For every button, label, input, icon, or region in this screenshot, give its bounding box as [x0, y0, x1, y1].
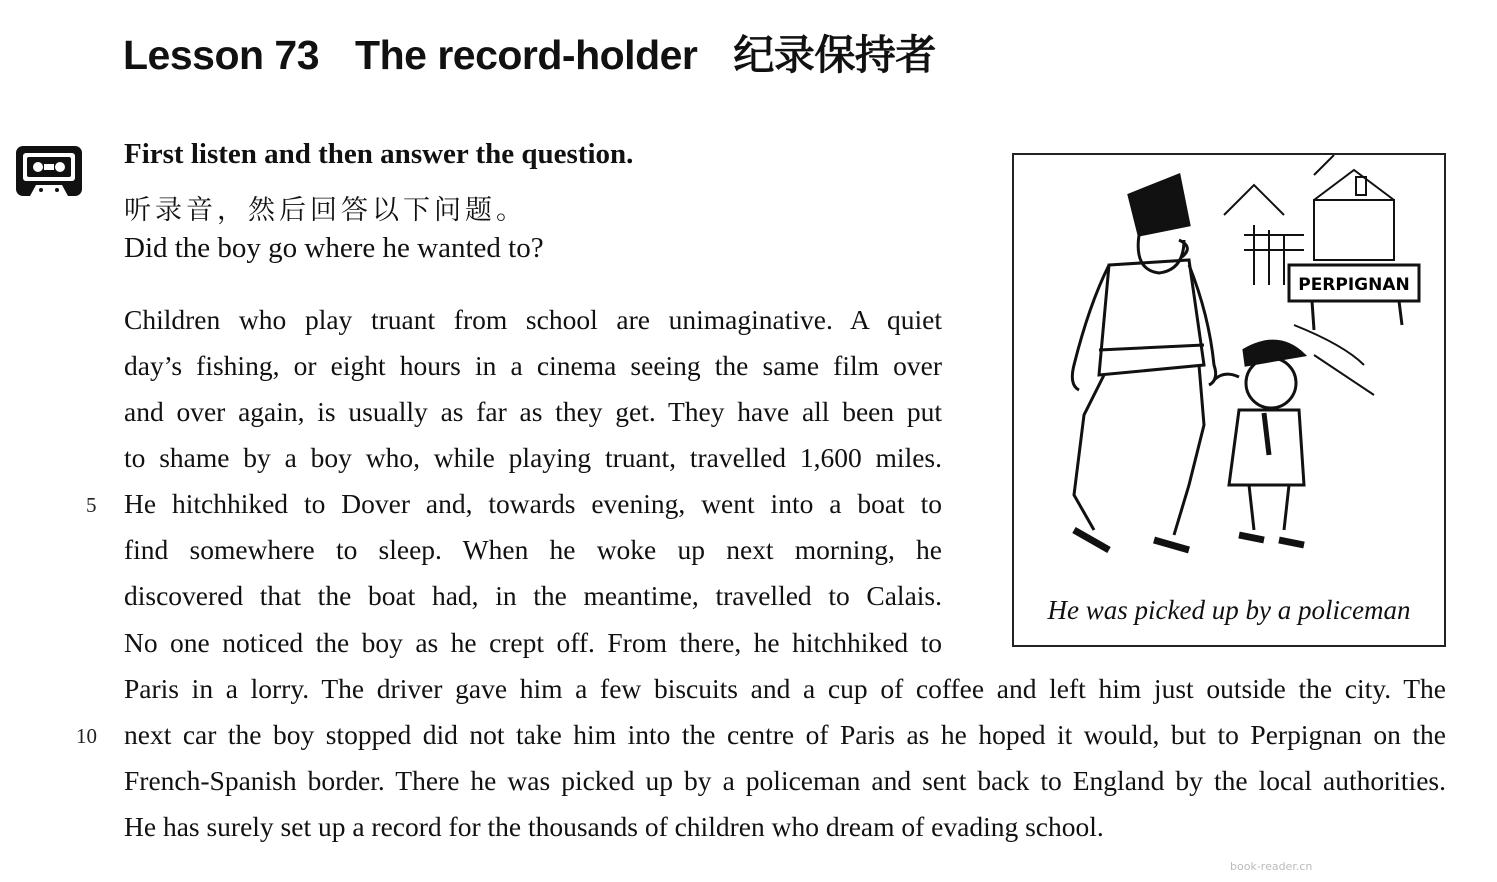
illustration-figure [1012, 153, 1446, 647]
passage-line: Paris in a lorry. The driver gave him a few biscuits and a cup of coffee and left him just outside the city. The [124, 673, 1446, 704]
passage-line: Children who play truant from school are unimaginative. A quiet [124, 304, 942, 335]
passage-line: No one noticed the boy as he crept off. From there, he hitchhiked to [124, 627, 942, 658]
lesson-title-en: The record-holder [355, 32, 698, 78]
passage-line: He hitchhiked to Dover and, towards evening, went into a boat to [124, 488, 942, 519]
passage-line: and over again, is usually as far as they get. They have all been put [124, 396, 942, 427]
passage-line: to shame by a boy who, while playing truant, travelled 1,600 miles. [124, 442, 942, 473]
passage-line: French-Spanish border. There he was picked up by a policeman and sent back to England by the local authorities. [124, 765, 1446, 796]
illustration-caption: He was picked up by a policeman [1047, 595, 1411, 625]
lesson-title [123, 22, 936, 81]
lesson-number: Lesson 73 [123, 32, 320, 78]
comprehension-question: Did the boy go where he wanted to? [124, 232, 544, 264]
passage-line: He has surely set up a record for the thousands of children who dream of evading school. [124, 811, 1104, 842]
watermark: book-reader.cn [1230, 860, 1313, 873]
cassette-tape-icon [14, 144, 84, 198]
passage-line: next car the boy stopped did not take him into the centre of Paris as he hoped it would, but to Perpignan on the [124, 719, 1446, 750]
passage-line: day’s fishing, or eight hours in a cinema seeing the same film over [124, 350, 942, 381]
policeman-cartoon-illustration [1014, 155, 1444, 585]
instruction-en: First listen and then answer the question. [124, 138, 634, 170]
line-number: 10 [76, 724, 97, 748]
passage-line: find somewhere to sleep. When he woke up next morning, he [124, 534, 942, 565]
lesson-title-zh: 纪录保持者 [733, 32, 936, 78]
sign-text: PERPIGNAN [1298, 275, 1410, 295]
passage-line: discovered that the boat had, in the meantime, travelled to Calais. [124, 580, 942, 611]
instruction-zh: 听录音，然后回答以下问题。 [124, 195, 527, 226]
line-number: 5 [86, 493, 97, 517]
